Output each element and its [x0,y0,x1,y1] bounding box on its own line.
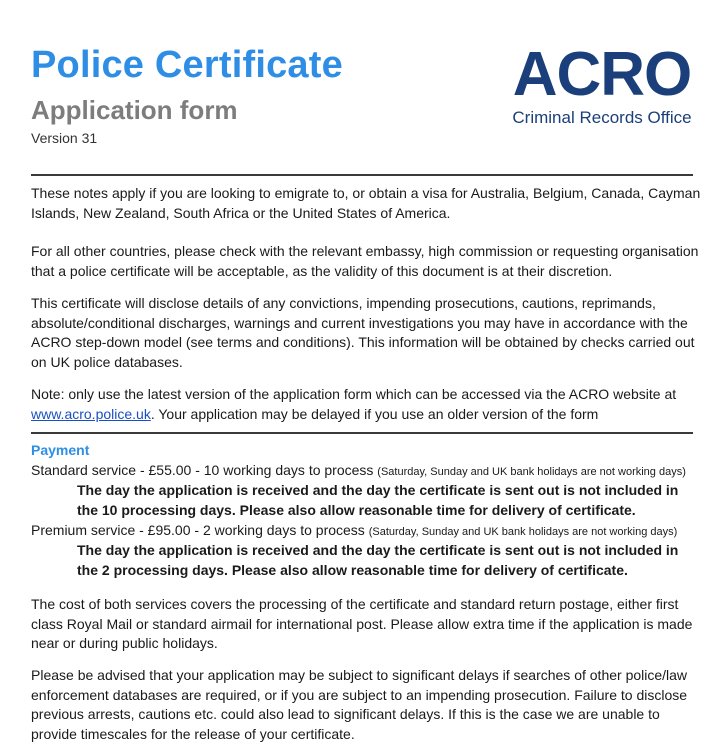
premium-service-label: Premium service - £95.00 - 2 working days to process [31,522,369,538]
premium-service-detail: The day the application is received and the day the certificate is sent out is not included in the 2 processing days. Please also allow reasonable time for delivery of certificate. [77,542,679,578]
payment-divider [31,432,693,434]
standard-service-note: (Saturday, Sunday and UK bank holidays are not working days) [377,466,686,478]
standard-service-line [31,461,711,483]
logo-tagline: Criminal Records Office [512,108,692,127]
premium-service-line [31,521,711,543]
acro-logo [497,40,707,128]
intro-paragraph-2: For all other countries, please check with the relevant embassy, high commission or requesting organisation that a police certificate will be acceptable, as the validity of this document is at their discretion. [31,243,699,279]
top-divider [31,174,693,176]
standard-service-detail: The day the application is received and the day the certificate is sent out is not included in the 10 processing days. Please also allow reasonable time for delivery of certificate. [77,482,679,518]
delay-paragraph: Please be advised that your application may be subject to significant delays if searches of other police/law enforcement databases are required, or if you are subject to an impending prosecution. Failure to disclose previous arrests, cautions etc. could also lead to significant delays. If this is the case we are unable to provide timescales for the release of your certificate. [31,667,688,742]
intro-paragraph-3: This certificate will disclose details of any convictions, impending prosecutions, cautions, reprimands, absolute/conditional discharges, warnings and current investigations you may have in accordance with the ACRO step-down model (see terms and conditions). This information will be obtained by checks carried out on UK police databases. [31,295,695,370]
version-note [31,385,701,424]
standard-service-label: Standard service - £55.00 - 10 working days to process [31,462,378,478]
note-suffix: . Your application may be delayed if you use an older version of the form [150,405,599,422]
document-subtitle: Application form [31,95,238,125]
version-label: Version 31 [31,130,98,146]
intro-paragraph-1: These notes apply if you are looking to emigrate to, or obtain a visa for Australia, Belgium, Canada, Cayman Islands, New Zealand, South Africa or the United States of America. [31,185,701,221]
note-prefix: Note: only use the latest version of the application form which can be accessed via the ACRO website at [31,386,677,402]
payment-heading: Payment [31,442,90,458]
cost-paragraph: The cost of both services covers the processing of the certificate and standard return postage, either first class Royal Mail or standard airmail for international post. Please allow extra time if the application is made near or during public holidays. [31,596,693,651]
document-header [0,0,718,170]
premium-service-note: (Saturday, Sunday and UK bank holidays are not working days) [368,526,678,538]
acro-website-link[interactable]: www.acro.police.uk [31,405,151,422]
document-title: Police Certificate [31,44,343,86]
logo-wordmark: ACRO [512,40,692,109]
